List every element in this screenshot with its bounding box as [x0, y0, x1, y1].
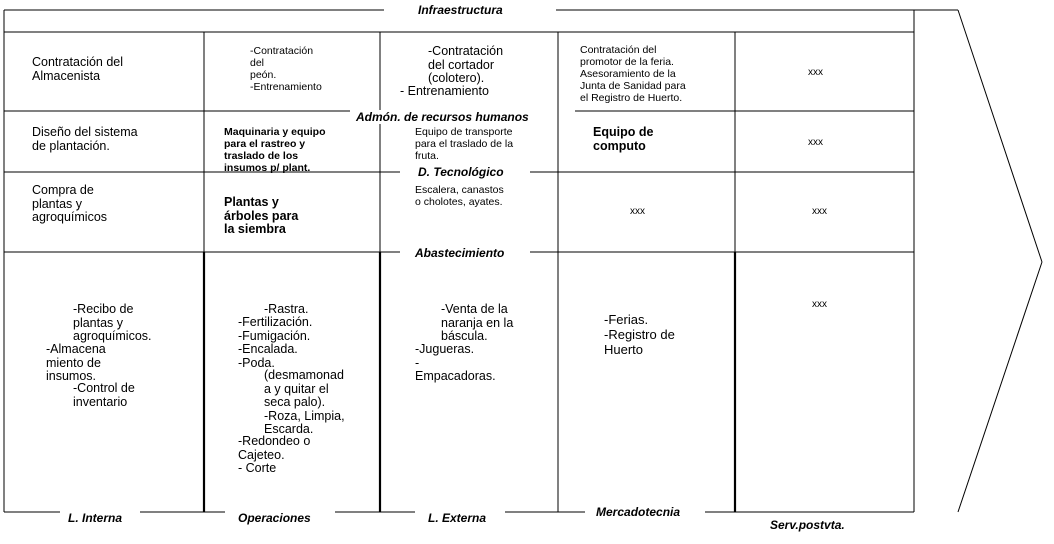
rrhh-logistica-externa-entrenamiento: - Entrenamiento: [400, 84, 489, 98]
prim-logistica-interna-almacenamiento: -Almacena miento de insumos.: [46, 342, 106, 383]
column-label-operaciones: Operaciones: [238, 511, 311, 525]
prim-logistica-interna-control: -Control de inventario: [73, 381, 135, 409]
prim-logistica-interna-recibo: -Recibo de plantas y agroquímicos.: [73, 302, 152, 343]
band-procurement: Abastecimiento: [409, 246, 510, 260]
rrhh-logistica-interna: Contratación del Almacenista: [32, 55, 124, 83]
rrhh-operaciones: -Contratación del peón. -Entrenamiento: [250, 45, 322, 93]
column-label-servicio-postventa: Serv.postvta.: [770, 518, 845, 532]
prim-operaciones-lista: -Fertilización. -Fumigación. -Encalada. -Poda.: [238, 315, 313, 370]
tec-logistica-interna: Diseño del sistema de plantación.: [32, 125, 138, 153]
infrastructure-title: Infraestructura: [412, 3, 509, 17]
abast-operaciones: Plantas y árboles para la siembra: [224, 195, 299, 236]
abast-logistica-externa: Escalera, canastos o cholotes, ayates.: [415, 184, 504, 208]
prim-operaciones-redondeo: -Redondeo o Cajeteo. - Corte: [238, 434, 311, 475]
prim-servicio-postventa: xxx: [812, 299, 827, 310]
tec-mercadotecnia: Equipo de computo: [593, 125, 654, 153]
tec-operaciones: Maquinaria y equipo para el rastreo y traslado de los insumos p/ plant.: [224, 126, 326, 174]
column-label-logistica-interna: L. Interna: [68, 511, 123, 525]
rrhh-logistica-externa: -Contratación del cortador (colotero).: [428, 44, 504, 85]
prim-mercadotecnia: -Ferias. -Registro de Huerto: [604, 312, 675, 357]
band-human-resources: Admón. de recursos humanos: [350, 110, 535, 124]
abast-logistica-interna: Compra de plantas y agroquímicos: [32, 183, 108, 224]
prim-operaciones-rastra: -Rastra.: [264, 302, 309, 316]
band-technology: D. Tecnológico: [412, 165, 510, 179]
tec-servicio-postventa: xxx: [808, 137, 823, 148]
rrhh-mercadotecnia: Contratación del promotor de la feria. Asesoramiento de la Junta de Sanidad para el Registro de Huerto.: [580, 44, 686, 104]
prim-logistica-externa-jugueras: -Jugueras. - Empacadoras.: [415, 342, 496, 383]
prim-operaciones-poda-detalle: (desmamonad a y quitar el seca palo). -Roza, Limpia, Escarda.: [264, 368, 345, 436]
column-label-logistica-externa: L. Externa: [428, 511, 487, 525]
column-label-mercadotecnia: Mercadotecnia: [596, 505, 681, 519]
abast-mercadotecnia: xxx: [630, 206, 645, 217]
rrhh-servicio-postventa: xxx: [808, 67, 823, 78]
prim-logistica-externa-venta: -Venta de la naranja en la báscula.: [441, 302, 514, 343]
abast-servicio-postventa: xxx: [812, 206, 827, 217]
tec-logistica-externa: Equipo de transporte para el traslado de la fruta.: [415, 126, 514, 162]
